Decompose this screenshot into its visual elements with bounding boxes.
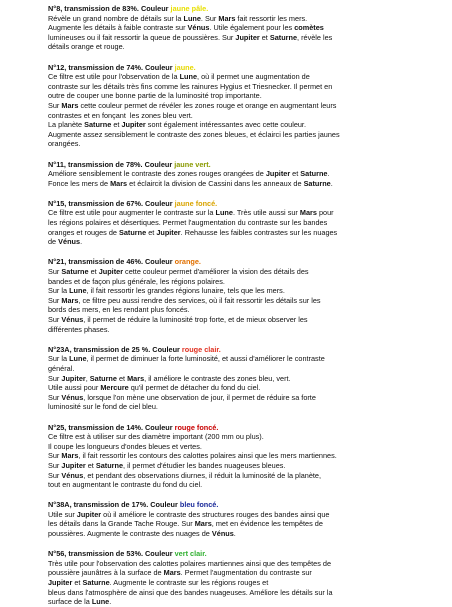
filter-description-line: les régions polaires et désertiques. Permet l'augmentation du contraste sur les bandes xyxy=(48,218,328,228)
filter-heading-text: N°23A, transmission de 25 %. Couleur xyxy=(48,344,182,354)
filter-description-line: Sur Jupiter, Saturne et Mars, il améliore le contraste des zones bleu, vert. xyxy=(48,373,291,383)
filter-color-label: bleu foncé. xyxy=(179,500,219,510)
filter-description-line: de Vénus. xyxy=(48,237,83,247)
emphasized-term: Lune xyxy=(179,72,198,82)
emphasized-term: Saturne xyxy=(84,120,112,130)
filter-description-line: Sur Vénus, lorsque l'on mène une observation de jour, il permet de réduire sa forte xyxy=(48,392,316,402)
emphasized-term: Saturne xyxy=(119,227,147,237)
filter-description-line: Sur la Lune, il fait ressortir les grandes régions lunaire, tels que les mers. xyxy=(48,286,285,296)
filter-description-line: poussière jaunâtres à la surface de Mars. Permet l'augmentation du contraste sur xyxy=(48,568,312,578)
filter-color-label: jaune vert. xyxy=(174,159,211,169)
filter-color-label: jaune pâle. xyxy=(170,4,209,13)
filter-description-line: détails orange et rouge. xyxy=(48,42,125,52)
emphasized-term: Vénus xyxy=(211,529,234,539)
emphasized-term: Mars xyxy=(299,208,317,218)
emphasized-term: Jupiter xyxy=(98,267,124,277)
filter-description-line: surface de la Lune. xyxy=(48,597,112,607)
filter-description-line: Améliore sensiblement le contraste des zones rouges orangées de Jupiter et Saturne. xyxy=(48,169,330,179)
filter-description-line: Sur Mars, ce filtre peu aussi rendre des services, où il fait ressortir les détails sur les xyxy=(48,295,321,305)
filter-description-line: Ce filtre est utile pour augmenter le contraste sur la Lune. Très utile aussi sur Mars pour xyxy=(48,208,334,218)
filter-description-line: Utile aussi pour Mercure qu'il permet de détacher du fond du ciel. xyxy=(48,383,261,393)
filter-heading xyxy=(48,345,442,355)
emphasized-term: Mars xyxy=(61,451,79,461)
filter-description-line: lumineuses ou il fait ressortir la queue de poussières. Sur Jupiter et Saturne, révèle les xyxy=(48,32,333,42)
filter-color-label: orange. xyxy=(174,257,201,267)
filter-heading xyxy=(48,4,442,14)
filter-heading xyxy=(48,199,442,209)
filter-color-label: jaune foncé. xyxy=(174,198,218,208)
filter-description-line: bords des mers, en les rendant plus foncés. xyxy=(48,305,190,315)
filter-heading xyxy=(48,423,442,433)
filter-description-line: contraste sur les détails très fins comme les rainures Hygius et Triesnecker. Il permet en xyxy=(48,81,333,91)
filter-description-line: bleus dans l'atmosphère de ainsi que des bandes nuageuses. Améliore les détails sur la xyxy=(48,587,333,597)
filter-color-label: rouge foncé. xyxy=(174,422,219,432)
filter-description-line: bandes et de façon plus générale, les régions polaires. xyxy=(48,276,225,286)
emphasized-term: Jupiter xyxy=(265,169,291,179)
emphasized-term: Vénus xyxy=(61,470,84,480)
filter-heading-text: N°25, transmission de 14%. Couleur xyxy=(48,422,175,432)
emphasized-term: Jupiter xyxy=(156,227,181,237)
filter-description-line: Augmente assez sensiblement le contraste des zones bleues, et éclairci les parties jaunes xyxy=(48,129,340,139)
filter-description-line: luminosité sur le fond de ciel bleu. xyxy=(48,402,158,412)
filter-description-line: poussières. Augmente le contraste des nuages de Vénus. xyxy=(48,529,236,539)
filter-heading-text: N°11, transmission de 78%. Couleur xyxy=(48,159,175,169)
filter-description-line: Jupiter et Saturne. Augmente le contraste sur les régions rouges et xyxy=(48,578,269,588)
filter-description-line: Sur Vénus, et pendant des observations diurnes, il réduit la luminosité de la planète, xyxy=(48,470,321,480)
emphasized-term: Mars xyxy=(61,295,79,305)
emphasized-term: Vénus xyxy=(58,237,81,247)
emphasized-term: Saturne xyxy=(303,178,331,188)
filter-description-line: tout en augmentant le contraste du fond du ciel. xyxy=(48,480,203,490)
emphasized-term: Jupiter xyxy=(61,460,86,470)
emphasized-term: Mars xyxy=(61,100,79,110)
filter-description-line: Très utile pour l'observation des calottes polaires martiennes ainsi que des tempêtes de xyxy=(48,558,332,568)
filter-heading-text: N°8, transmission de 83%. Couleur xyxy=(48,4,171,13)
emphasized-term: Vénus xyxy=(61,315,84,324)
emphasized-term: Saturne xyxy=(89,373,117,383)
filter-description-line: Sur la Lune, il permet de diminuer la forte luminosité, et aussi d'améliorer le contraste xyxy=(48,354,325,364)
filter-description-line: différentes phases. xyxy=(48,324,110,334)
filter-section xyxy=(48,160,442,189)
emphasized-term: Mars xyxy=(218,13,236,23)
filter-heading xyxy=(48,63,442,73)
emphasized-term: Jupiter xyxy=(121,120,146,130)
emphasized-term: comètes xyxy=(294,23,324,33)
filter-color-label: jaune. xyxy=(174,62,196,72)
filter-heading xyxy=(48,160,442,170)
emphasized-term: Mars xyxy=(163,568,181,578)
filter-color-label: rouge clair. xyxy=(181,344,221,354)
filter-heading xyxy=(48,549,442,559)
filter-description-line: les détails dans la Grande Tache Rouge. Sur Mars, met en évidence les tempêtes de xyxy=(48,519,323,529)
filter-section xyxy=(48,4,442,52)
emphasized-term: Lune xyxy=(91,597,110,607)
emphasized-term: Saturne xyxy=(82,578,110,588)
filter-description-line: outre de couper une bonne partie de la luminosité trop importante. xyxy=(48,91,262,101)
filter-description-line: Sur Saturne et Jupiter cette couleur permet d'améliorer la vision des détails des xyxy=(48,267,309,277)
filter-heading-text: N°15, transmission de 67%. Couleur xyxy=(48,198,175,208)
filter-section xyxy=(48,549,442,607)
filter-description-line: orangées. xyxy=(48,139,81,149)
emphasized-term: Saturne xyxy=(61,267,89,277)
filter-section xyxy=(48,257,442,334)
emphasized-term: Vénus xyxy=(187,23,210,33)
emphasized-term: Lune xyxy=(215,208,233,218)
emphasized-term: Mars xyxy=(110,178,128,188)
filter-description-line: Ce filtre est à utiliser sur des diamètre important (200 mm ou plus). xyxy=(48,432,264,442)
filter-section xyxy=(48,345,442,412)
emphasized-term: Jupiter xyxy=(235,32,260,42)
filter-description-line: Sur Mars, il fait ressortir les contours des calottes polaires ainsi que les mers martiennes. xyxy=(48,451,337,461)
filter-description-line: Sur Vénus, il permet de réduire la luminosité trop forte, et de mieux observer les xyxy=(48,315,308,324)
emphasized-term: Saturne xyxy=(269,32,298,42)
filter-description-line: Fonce les mers de Mars et éclaircit la division de Cassini dans les anneaux de Saturne. xyxy=(48,178,333,188)
filter-description-line: Révèle un grand nombre de détails sur la Lune. Sur Mars fait ressortir les mers. xyxy=(48,13,308,23)
filter-description-line: Augmente les détails à faible contraste sur Vénus. Utile également pour les comètes xyxy=(48,23,324,33)
filter-description-line: La planète Saturne et Jupiter sont également intéressantes avec cette couleur. xyxy=(48,120,306,130)
filter-description-line: Sur Jupiter et Saturne, il permet d'étudier les bandes nuageuses bleues. xyxy=(48,460,286,470)
filter-description-line: contrastes et en fonçant les zones bleu vert. xyxy=(48,110,193,120)
filter-section xyxy=(48,500,442,538)
emphasized-term: Mars xyxy=(194,519,212,529)
filter-heading-text: N°38A, transmission de 17%. Couleur xyxy=(48,500,180,510)
filter-heading-text: N°12, transmission de 74%. Couleur xyxy=(48,62,175,72)
filter-description-line: Sur Mars cette couleur permet de révéler les zones rouge et orange en augmentant leurs xyxy=(48,100,337,110)
emphasized-term: Mars xyxy=(127,373,145,383)
emphasized-term: Saturne xyxy=(300,169,328,179)
filter-section xyxy=(48,423,442,490)
filter-color-label: vert clair. xyxy=(174,549,207,559)
filter-heading-text: N°56, transmission de 53%. Couleur xyxy=(48,549,175,559)
emphasized-term: Jupiter xyxy=(48,578,73,588)
filter-description-line: Utile sur Jupiter où il améliore le contraste des structures rouges des bandes ainsi que xyxy=(48,509,330,519)
emphasized-term: Jupiter xyxy=(76,509,102,519)
emphasized-term: Jupiter xyxy=(61,373,86,383)
filter-description-line: Ce filtre est utile pour l'observation de la Lune, où il permet une augmentation de xyxy=(48,72,310,82)
emphasized-term: Lune xyxy=(69,286,87,296)
emphasized-term: Mercure xyxy=(100,383,129,393)
filter-heading xyxy=(48,257,442,267)
filter-section xyxy=(48,199,442,247)
emphasized-term: Lune xyxy=(69,354,87,364)
filter-section xyxy=(48,63,442,149)
filter-description-line: général. xyxy=(48,363,75,373)
filter-heading-text: N°21, transmission de 46%. Couleur xyxy=(48,257,175,267)
emphasized-term: Saturne xyxy=(95,460,124,470)
filter-heading xyxy=(48,500,442,510)
emphasized-term: Lune xyxy=(183,13,201,23)
filter-description-line: Il coupe les longueurs d'ondes bleues et vertes. xyxy=(48,441,202,451)
filter-description-line: oranges et rouges de Saturne et Jupiter. Rehausse les faibles contrastes sur les nuages xyxy=(48,227,338,237)
emphasized-term: Vénus xyxy=(61,392,84,402)
